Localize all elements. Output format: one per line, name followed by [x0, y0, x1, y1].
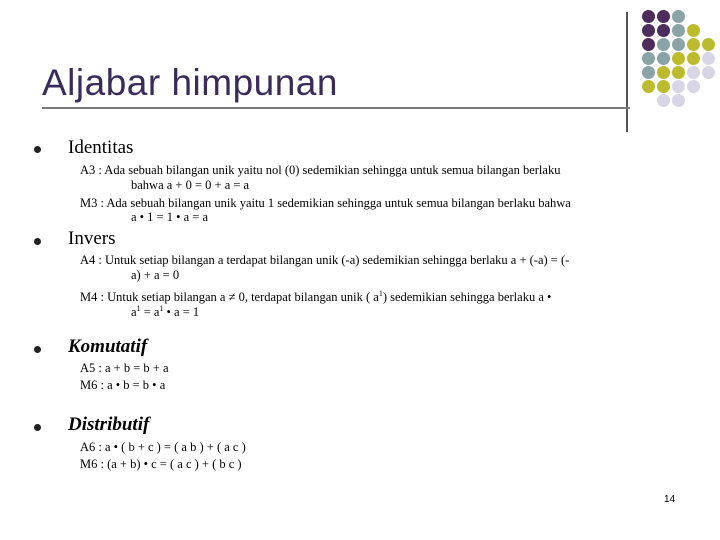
dot: [657, 10, 670, 23]
section-heading-komutatif: Komutatif: [68, 336, 148, 357]
axiom-line: A3 : Ada sebuah bilangan unik yaitu nol (0) sedemikian sehingga untuk semua bilangan berlaku: [80, 163, 561, 177]
section-heading-invers: Invers: [68, 228, 116, 249]
axiom-line: A4 : Untuk setiap bilangan a terdapat bilangan unik (-a) sedemikian sehingga berlaku a + (-a) = (-: [80, 253, 570, 267]
dot: [657, 80, 670, 93]
axiom-line-continued: a) + a = 0: [131, 268, 180, 282]
bullet-icon: [34, 238, 41, 245]
title-underline: [42, 107, 630, 109]
axiom-line-continued: a • 1 = 1 • a = a: [131, 210, 208, 224]
bullet-icon: [34, 146, 41, 153]
dot: [657, 94, 670, 107]
axiom-text: ) sedemikian sehingga berlaku a •: [382, 290, 552, 305]
axiom-text: = a: [143, 305, 160, 320]
dot: [642, 80, 655, 93]
dot: [672, 80, 685, 93]
page-title: Aljabar himpunan: [42, 62, 338, 103]
bullet-icon: [34, 346, 41, 353]
dot: [687, 66, 700, 79]
bullet-icon: [34, 424, 41, 431]
dot: [657, 38, 670, 51]
dot: [687, 80, 700, 93]
section-heading-identitas: Identitas: [68, 137, 134, 158]
axiom-line: M3 : Ada sebuah bilangan unik yaitu 1 sedemikian sehingga untuk semua bilangan berlaku bahwa: [80, 196, 571, 210]
dot: [672, 94, 685, 107]
dot: [702, 38, 715, 51]
dot: [672, 66, 685, 79]
superscript: 1: [378, 289, 383, 298]
axiom-line-continued: bahwa a + 0 = 0 + a = a: [131, 178, 250, 192]
superscript: 1: [159, 304, 164, 313]
page-number: 14: [664, 494, 676, 505]
dot: [672, 24, 685, 37]
decorative-dot-grid: [640, 10, 718, 118]
dot: [702, 66, 715, 79]
dot: [672, 52, 685, 65]
axiom-line: M6 : a • b = b • a: [80, 378, 166, 392]
dot: [642, 52, 655, 65]
axiom-text: • a = 1: [166, 305, 200, 320]
vertical-divider: [626, 12, 628, 132]
axiom-line: A5 : a + b = b + a: [80, 361, 169, 375]
dot: [672, 10, 685, 23]
dot: [642, 24, 655, 37]
axiom-text: a: [131, 305, 137, 320]
axiom-line: A6 : a • ( b + c ) = ( a b ) + ( a c ): [80, 440, 246, 454]
axiom-line: M6 : (a + b) • c = ( a c ) + ( b c ): [80, 457, 242, 471]
dot: [687, 52, 700, 65]
superscript: 1: [136, 304, 141, 313]
dot: [642, 10, 655, 23]
axiom-text: M4 : Untuk setiap bilangan a ≠ 0, terdapat bilangan unik ( a: [80, 290, 379, 305]
dot: [672, 38, 685, 51]
section-heading-distributif: Distributif: [68, 414, 150, 435]
axiom-line-continued: [131, 301, 199, 320]
dot: [702, 52, 715, 65]
dot: [657, 52, 670, 65]
dot: [687, 38, 700, 51]
dot: [657, 24, 670, 37]
dot: [642, 38, 655, 51]
dot: [657, 66, 670, 79]
dot: [642, 66, 655, 79]
dot: [687, 24, 700, 37]
